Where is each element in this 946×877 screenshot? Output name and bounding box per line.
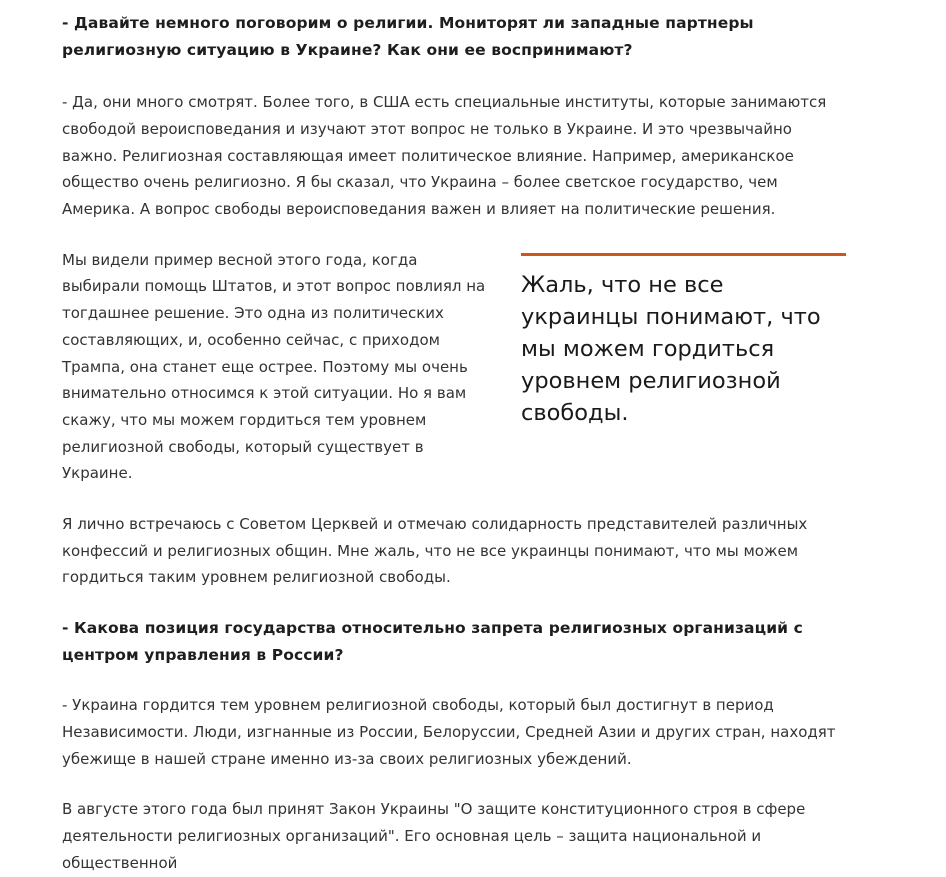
quote-wrap-block bbox=[62, 247, 846, 615]
pull-quote bbox=[521, 253, 846, 430]
pull-quote-text: Жаль, что не все украинцы понимают, что мы можем гордиться уровнем религиозной свободы. bbox=[521, 271, 821, 426]
interview-question-1: - Давайте немного поговорим о религии. Мониторят ли западные партнеры религиозную ситуацию в Украине? Как они ее воспринимают? bbox=[62, 14, 754, 59]
interview-answer-3: Я лично встречаюсь с Советом Церквей и отмечаю солидарность представителей различных конфессий и религиозных общин. Мне жаль, что не все украинцы понимают, что мы можем гордиться таким уровнем религиозной свободы. bbox=[62, 514, 808, 587]
interview-answer-1: - Да, они много смотрят. Более того, в США есть специальные институты, которые занимаются свободой вероисповедания и изучают этот вопрос не только в Украине. И это чрезвычайно важно. Религиозная составляющая имеет политическое влияние. Например, американское общество очень религиозно. Я бы сказал, что Украина – более светское государство, чем Америка. А вопрос свободы вероисповедания важен и влияет на политические решения. bbox=[62, 93, 827, 219]
interview-answer-2: Мы видели пример весной этого года, когда выбирали помощь Штатов, и этот вопрос повлиял на тогдашнее решение. Это одна из политических составляющих, и, особенно сейчас, с приходом Трампа, она станет еще острее. Поэтому мы очень внимательно относимся к этой ситуации. Но я вам скажу, что мы можем гордиться тем уровнем религиозной свободы, который существует в Украине. bbox=[62, 250, 486, 483]
interview-question-2: - Какова позиция государства относительно запрета религиозных организаций с центром управления в России? bbox=[62, 619, 803, 664]
interview-answer-4: - Украина гордится тем уровнем религиозной свободы, который был достигнут в период Независимости. Люди, изгнанные из России, Белоруссии, Средней Азии и других стран, находят убежище в нашей стране именно из-за своих религиозных убеждений. bbox=[62, 696, 836, 768]
interview-answer-5: В августе этого года был принят Закон Украины "О защите конституционного строя в сфере деятельности религиозных организаций". Его основная цель – защита национальной и общественной bbox=[62, 800, 806, 872]
